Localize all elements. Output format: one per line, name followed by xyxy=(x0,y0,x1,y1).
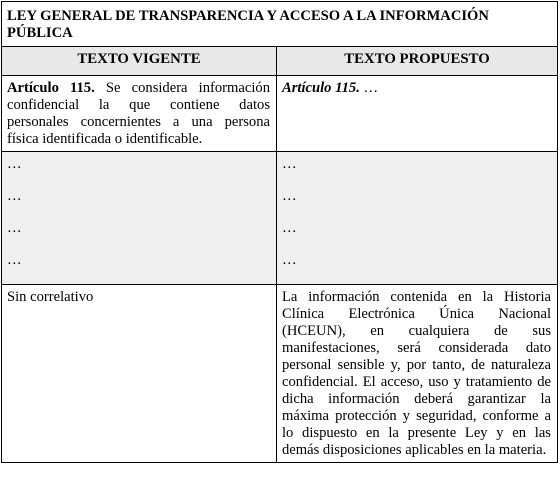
table-row xyxy=(2,76,558,152)
ellipsis: … xyxy=(282,188,297,204)
ellipsis: … xyxy=(7,188,22,204)
ellipsis: … xyxy=(7,252,22,268)
header-proposed-text: TEXTO PROPUESTO xyxy=(277,47,558,76)
header-current-text: TEXTO VIGENTE xyxy=(2,47,277,76)
article-label: Artículo 115. xyxy=(7,80,95,96)
title-row xyxy=(2,2,558,47)
ellipsis: … xyxy=(7,220,22,236)
article-text: Se considera información confidencial la que contiene datos personales concernientes a una persona física identificada o identificable. xyxy=(7,80,270,147)
ellipsis: … xyxy=(7,156,22,172)
current-no-correlative: Sin correlativo xyxy=(2,285,277,463)
ellipsis: … xyxy=(282,220,297,236)
proposed-new-paragraph: La información contenida en la Historia Clínica Electrónica Única Nacional (HCEUN), en cualquiera de sus manifestaciones, será considerada dato personal sensible y, por tanto, de naturaleza confidencial. El acceso, uso y tratamiento de dicha información deberá garantizar la máxima protección y seguridad, conforme a lo dispuesto en la presente Ley y en las demás disposiciones aplicables en la materia. xyxy=(277,285,558,463)
law-title: LEY GENERAL DE TRANSPARENCIA Y ACCESO A LA INFORMACIÓN PÚBLICA xyxy=(2,2,558,47)
article-text: … xyxy=(359,80,379,96)
article-label: Artículo 115. xyxy=(282,80,360,96)
current-article-115 xyxy=(2,76,277,152)
table-row xyxy=(2,152,558,285)
ellipsis: … xyxy=(282,156,297,172)
table-row xyxy=(2,285,558,463)
header-row xyxy=(2,47,558,76)
proposed-ellipsis-cell xyxy=(277,152,558,285)
current-ellipsis-cell xyxy=(2,152,277,285)
proposed-article-115 xyxy=(277,76,558,152)
comparison-table xyxy=(1,1,558,463)
ellipsis: … xyxy=(282,252,297,268)
